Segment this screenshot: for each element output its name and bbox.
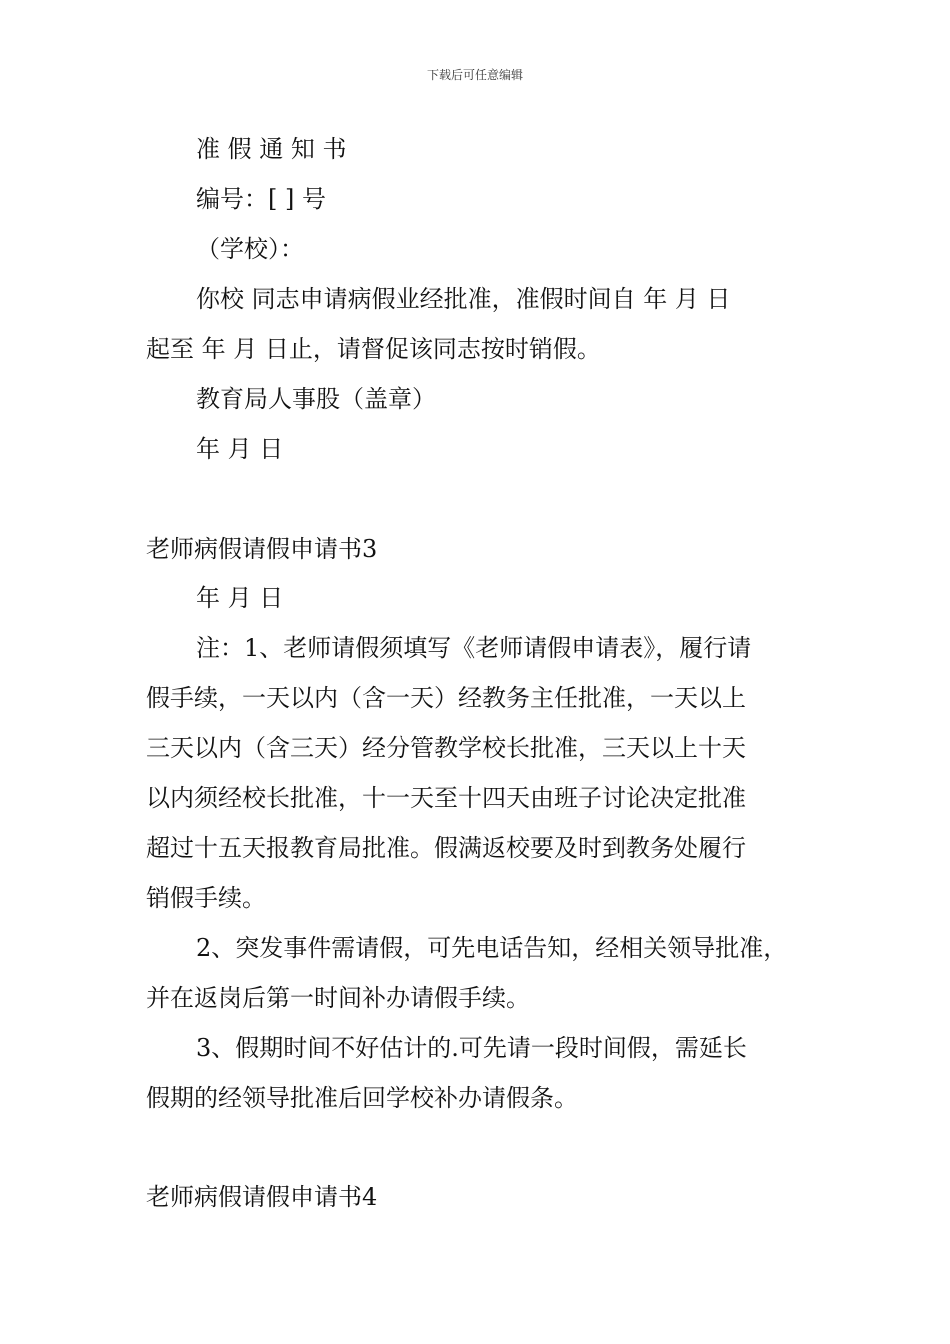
note1-line: 销假手续。	[146, 884, 266, 912]
note2-line: 2、突发事件需请假，可先电话告知，经相关领导批准，	[196, 934, 788, 962]
note1-line: 三天以内（含三天）经分管教学校长批准，三天以上十天	[146, 734, 746, 762]
section3-date: 年 月 日	[196, 584, 284, 612]
section3-heading: 老师病假请假申请书3	[146, 535, 378, 563]
note1-line: 超过十五天报教育局批准。假满返校要及时到教务处履行	[146, 834, 746, 862]
notice-signature: 教育局人事股（盖章）	[196, 385, 436, 413]
note2-line: 并在返岗后第一时间补办请假手续。	[146, 984, 530, 1012]
notice-number-line: 编号：[ ] 号	[196, 185, 326, 213]
page-header-note: 下载后可任意编辑	[426, 68, 523, 82]
section4-heading: 老师病假请假申请书4	[146, 1183, 378, 1211]
notice-body-line-2: 起至 年 月 日止，请督促该同志按时销假。	[146, 335, 601, 363]
notice-body-line-1: 你校 同志申请病假业经批准，准假时间自 年 月 日	[196, 285, 731, 313]
note1-line: 注：1、老师请假须填写《老师请假申请表》，履行请	[196, 634, 752, 662]
notice-school-line: （学校）：	[196, 235, 304, 263]
notice-date: 年 月 日	[196, 435, 284, 463]
notice-title: 准 假 通 知 书	[196, 135, 347, 163]
note3-line: 假期的经领导批准后回学校补办请假条。	[146, 1084, 578, 1112]
note1-line: 假手续，一天以内（含一天）经教务主任批准，一天以上	[146, 684, 746, 712]
note3-line: 3、假期时间不好估计的.可先请一段时间假，需延长	[196, 1034, 747, 1062]
note1-line: 以内须经校长批准，十一天至十四天由班子讨论决定批准	[146, 784, 746, 812]
